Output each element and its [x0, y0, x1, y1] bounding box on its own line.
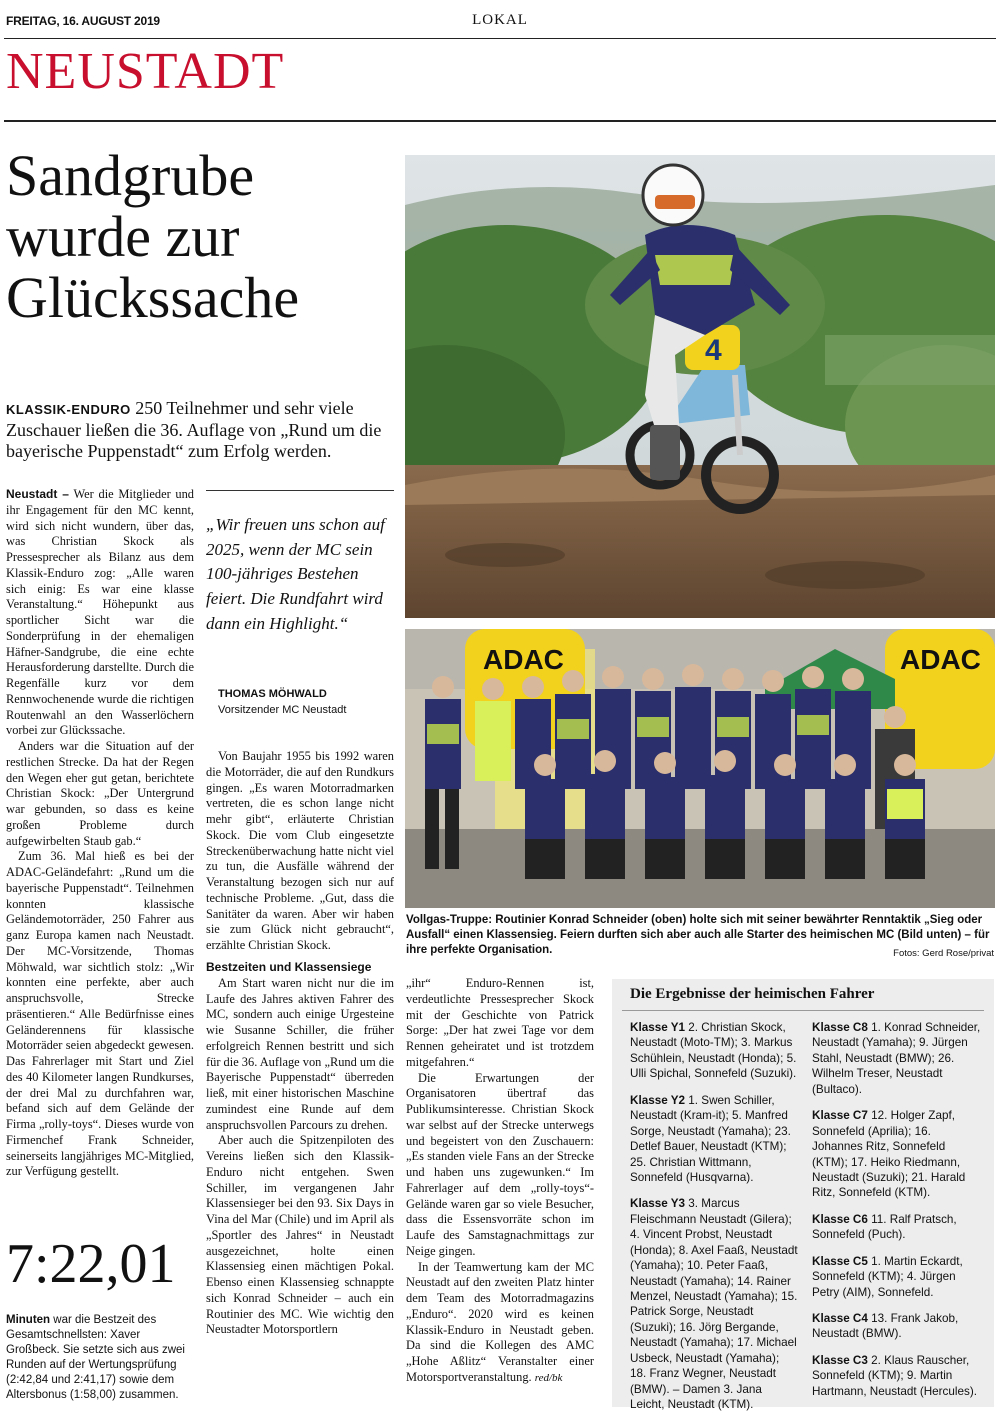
results-rule: [622, 1010, 984, 1011]
paragraph: „ihr“ Enduro-Rennen ist, verdeutlichte Pressesprecher Skock mit der Geschichte von Patrick Sorge: „Der hat zwei Tage vor dem Rennen geheiratet und ist trotzdem mitgefahren.“: [406, 976, 594, 1069]
kicker: KLASSIK-ENDURO: [6, 402, 131, 417]
results-title: Die Ergebnisse der heimischen Fahrer: [630, 986, 875, 1002]
photo-credit: Fotos: Gerd Rose/privat: [893, 948, 994, 959]
header-rule: [4, 38, 996, 39]
results-column-right: [812, 1020, 984, 1410]
article-column-3: [406, 976, 594, 1386]
banner-left: ADAC: [483, 644, 564, 675]
rider-photo-image: [405, 155, 995, 618]
article-headline: Sandgrube wurde zur Glückssache: [6, 143, 300, 330]
quote-author: THOMAS MÖHWALD: [218, 688, 327, 700]
results-column-left: [630, 1020, 798, 1424]
photo-rider: [405, 155, 995, 618]
result-class: Klasse C3: [812, 1353, 868, 1367]
paragraph: Aber auch die Spitzenpiloten des Vereins ließen sich den Klassik-Enduro nicht entgehen. Swen Schiller, im vergangenen Jahr Klassensieger bei den 93. Six Days in Vina del Mar (Chile) und im April als „Sportler des Jahres“ in Neustadt ausgezeichnet, holte einen Klassensieg einen mächtigen Pokal. Ebenso einen Klassensieg schnappte sich Konrad Schneider – auch ein Routinier des MC. Wie wichtig den Neustadter Motorsportlern: [206, 1133, 394, 1337]
paragraph: Anders war die Situation auf der restlichen Strecke. Da hat der Regen den Wegen eher gut getan, berichtete Christian Skock: „Der Untergrund war gebunden, so dass es keine großen Probleme durch aufgewirbelten Staub gab.“: [6, 739, 194, 848]
best-time-caption: Minuten war die Bestzeit des Gesamtschnellsten: Xaver Großbeck. Sie setzte sich aus zwei Runden auf der Wertungsprüfung (2:42,84 und 2:41,17) sowie dem Altersbonus (1:58,00) zusammen.: [6, 1314, 185, 1401]
city-title: NEUSTADT: [6, 43, 285, 100]
result-item: Klasse Y3 3. Marcus Fleischmann Neustadt (Gilera); 4. Vincent Probst, Neustadt (Honda); 8. Axel Faaß, Neustadt (Yamaha); 10. Peter Faaß, Neustadt (Yamaha); 14. Rainer Menzel, Neustadt (Yamaha); 15. Patrick Sorge, Neustadt (Suzuki); 16. Jörg Bergande, Neustadt (Yamaha); 17. Michael Usbeck, Neustadt (Yamaha); 18. Franz Wegner, Neustadt (BMW). – Damen 3. Jana Leicht, Neustadt (KTM).: [630, 1197, 798, 1412]
result-item: Klasse Y2 1. Swen Schiller, Neustadt (Kram-it); 5. Manfred Sorge, Neustadt (Yamaha); 23. Detlef Bauer, Neustadt (KTM); 25. Christian Wittmann, Sonnefeld (Husqvarna).: [630, 1093, 791, 1184]
paragraph: Am Start waren nicht nur die im Laufe des Jahres aktiven Fahrer des MC, sondern auch einige Urgesteine wie Susanne Schiller, die früher erfolgreich Rennen bestritt und sich für die 36. Auflage von „Rund um die Bayerische Puppenstadt“ überreden ließ, mit einer historischen Maschine zumindest eine Runde auf dem anspruchsvollen Parcours zu drehen.: [206, 975, 394, 1132]
article-deck: [6, 398, 398, 463]
result-class: Klasse Y1: [630, 1021, 686, 1034]
dateline: Neustadt –: [6, 487, 69, 501]
result-item: Klasse C6 11. Ralf Pratsch, Sonnefeld (Puch).: [812, 1212, 957, 1242]
result-class: Klasse C8: [812, 1021, 868, 1034]
article-column-2: [206, 749, 394, 1338]
result-item: Klasse C8 1. Konrad Schneider, Neustadt (Yamaha); 9. Jürgen Stahl, Neustadt (BMW); 26. Wilhelm Treser, Neustadt (Bultaco).: [812, 1021, 981, 1096]
signoff: red/bk: [534, 1371, 563, 1384]
article-column-1: [6, 487, 194, 1180]
paragraph: Die Erwartungen der Organisatoren übertraf das Publikumsinteresse. Christian Skock war selbst auf der Strecke unterwegs und begeistert von den Zuschauern: „Es standen viele Fans an der Strecke und haben uns zugewunken.“ Im Fahrerlager auf dem „rolly-toys“-Gelände waren gar so viele Besucher, dass die Essensvorräte schon im Laufe des Samstagnachmittags zur Neige gingen.: [406, 1070, 594, 1258]
paragraph: Von Baujahr 1955 bis 1992 waren die Motorräder, die auf den Rundkurs gingen. „Es waren Motorradmarken vertreten, die es schon lange nicht mehr gibt“, erläuterte Christian Skock. Die vom Club eingesetzte Streckenüberwachung hatte nicht viel zu tun, die Ausfälle während der Veranstaltung bezogen sich nur auf technische Probleme. „Gut, dass die Sanitäter da waren. Aber wir haben sie zum Glück nicht gebraucht“, erzählte Christian Skock.: [206, 749, 394, 952]
rider-number: 4: [705, 334, 722, 367]
result-class: Klasse Y3: [630, 1197, 686, 1211]
result-class: Klasse C7: [812, 1109, 868, 1123]
deck-text: 250 Teilnehmer und sehr viele Zuschauer ließen die 36. Auflage von „Rund um die bayerische Puppenstadt“ zum Erfolg werden.: [6, 398, 382, 462]
quote-author-role: Vorsitzender MC Neustadt: [218, 704, 347, 716]
banner-right: ADAC: [900, 644, 981, 675]
result-class: Klasse C6: [812, 1212, 868, 1226]
issue-date: FREITAG, 16. AUGUST 2019: [6, 14, 160, 28]
pull-quote: „Wir freuen uns schon auf 2025, wenn der MC sein 100-jähriges Bestehen feiert. Die Rundfahrt wird dann ein Highlight.“: [206, 490, 394, 636]
subheading: Bestzeiten und Klassensiege: [206, 959, 372, 974]
result-item: Klasse C4 13. Frank Jakob, Neustadt (BMW).: [812, 1312, 959, 1341]
result-class: Klasse Y2: [630, 1093, 686, 1107]
section-rule: [4, 120, 996, 122]
paragraph: Neustadt – Wer die Mitglieder und ihr Engagement für den MC kennt, wird sich nicht wundern, über das, was Christian Skock als Pressesprecher als Bilanz aus dem Klassik-Enduro zog: „Alle waren sich einig: Es war eine klasse Veranstaltung.“ Höhepunkt aus sportlicher Sicht war die Sonderprüfung in der ehemaligen Häfner-Sandgrube, die eine echte Herausforderung darstellte. Durch die Regenfälle kurz vor dem Rennwochenende wurde die richtigen Routenwahl an den Wasserlöchern vorbei zur Glückssache.: [6, 487, 194, 738]
best-time: 7:22,01: [6, 1233, 176, 1295]
paragraph: Zum 36. Mal hieß es bei der ADAC-Geländefahrt: „Rund um die bayerische Puppenstadt“. Teilnehmen konnten klassische Geländemotorräder, 250 Fahrer aus ganz Europa kamen nach Neustadt. Der MC-Vorsitzende, Thomas Möhwald, war sichtlich stolz: „Wir konnten eine perfekte, aber auch anspruchsvolle, Strecke präsentieren.“ Alle Bedürfnisse eines Geländerennens für klassische Motorräder seien abgedeckt gewesen. Das Fahrerlager mit Start und Ziel des 40 Kilometer langen Rundkurses, der drei Mal zu durchfahren war, befand sich auf dem Gelände der Firma „rolly-toys“. Dieses wurde von Firmenchef Frank Schneider, seinerseits langjähriges MC-Mitglied, zur Verfügung gestellt.: [6, 849, 194, 1179]
best-time-unit: Minuten: [6, 1314, 51, 1326]
group-photo-image: [405, 629, 995, 908]
photo-group: [405, 629, 995, 908]
result-item: Klasse Y1 2. Christian Skock, Neustadt (Moto-TM); 3. Markus Schühlein, Neustadt (Honda); 5. Ulli Spichal, Sonnefeld (Suzuki).: [630, 1021, 797, 1081]
result-item: Klasse C3 2. Klaus Rauscher, Sonnefeld (KTM); 9. Martin Hartmann, Neustadt (Hercules).: [812, 1353, 977, 1398]
section-label: LOKAL: [472, 12, 528, 28]
result-item: Klasse C7 12. Holger Zapf, Sonnefeld (Aprilia); 16. Johannes Ritz, Sonnefeld (KTM); 17. Heiko Riedmann, Neustadt (Suzuki); 21. Harald Ritz, Sonnefeld (KTM).: [812, 1109, 966, 1200]
result-class: Klasse C4: [812, 1312, 868, 1325]
paragraph: In der Teamwertung kam der MC Neustadt auf den zweiten Platz hinter dem Team des Motorradmagazins „Enduro“. 2020 wird es keinen Klassik-Enduro in Neustadt geben. Da sind die Kollegen des AMC „Hohe Aßlitz“ Veranstalter einer Motorsportveranstaltung. red/bk: [406, 1259, 594, 1384]
result-class: Klasse C5: [812, 1254, 868, 1268]
result-item: Klasse C5 1. Martin Eckardt, Sonnefeld (KTM); 4. Jürgen Petry (AIM), Sonnefeld.: [812, 1254, 963, 1299]
photo-caption: Vollgas-Truppe: Routinier Konrad Schneider (oben) holte sich mit seiner bewährter Renntaktik „Sieg oder Ausfall“ einen Klassensieg. Feiern durften sich aber auch alle Starter des heimischen MC (Bild unten) – für ihre perfekte Organisation.: [406, 914, 990, 956]
